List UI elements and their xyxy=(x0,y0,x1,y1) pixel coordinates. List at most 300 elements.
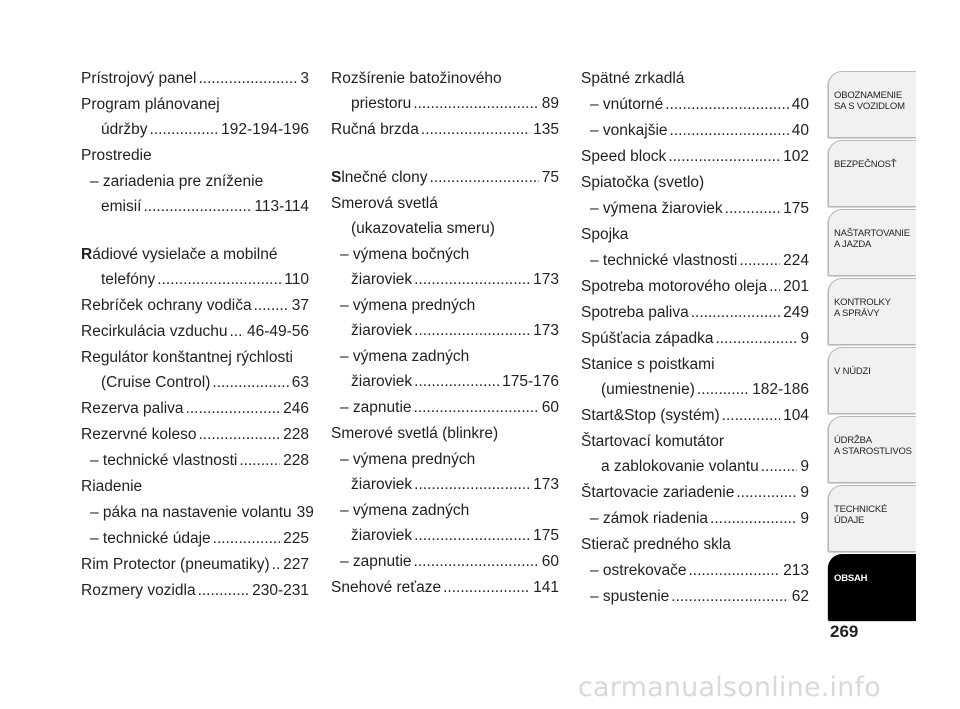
entry-row xyxy=(581,506,809,531)
index-entry xyxy=(81,448,309,473)
entry-label: Prístrojový panel xyxy=(81,70,197,87)
entry-label: Start&Stop (systém) xyxy=(581,407,720,424)
index-entry xyxy=(581,480,809,505)
entry-page-ref: 110 xyxy=(284,271,309,288)
dot-leader xyxy=(736,480,797,505)
entry-line xyxy=(331,421,559,446)
dot-leader xyxy=(697,377,749,402)
entry-line xyxy=(331,66,559,91)
entry-row xyxy=(81,578,309,603)
entry-text: Smerová svetlá xyxy=(331,195,438,212)
entry-label: – ostrekovače xyxy=(590,562,687,579)
entry-text: Prostredie xyxy=(81,147,152,164)
chapter-tab[interactable] xyxy=(828,278,916,345)
dot-leader xyxy=(761,454,798,479)
entry-text: – výmena zadných xyxy=(340,348,470,365)
entry-line xyxy=(331,447,559,472)
index-column-2 xyxy=(331,66,559,601)
entry-text xyxy=(81,319,227,344)
entry-line xyxy=(331,242,559,267)
entry-line xyxy=(81,169,309,194)
chapter-tab[interactable] xyxy=(828,347,916,414)
index-entry xyxy=(81,66,309,91)
chapter-tab[interactable] xyxy=(828,416,916,483)
entry-label: Ručná brzda xyxy=(331,121,419,138)
dot-leader xyxy=(272,552,280,577)
dot-leader xyxy=(212,370,288,395)
entry-text: Spätné zrkadlá xyxy=(581,70,685,87)
dot-leader xyxy=(725,196,780,221)
entry-text xyxy=(90,526,211,551)
entry-row xyxy=(81,396,309,421)
entry-page-ref: 225 xyxy=(283,530,309,547)
index-entry xyxy=(581,144,809,169)
entry-line xyxy=(81,474,309,499)
entry-row xyxy=(581,403,809,428)
index-entry xyxy=(331,498,559,548)
entry-page-ref: 9 xyxy=(800,510,809,527)
entry-page-ref: 40 xyxy=(791,122,809,139)
dot-leader xyxy=(239,448,280,473)
dot-leader xyxy=(769,274,780,299)
index-entry xyxy=(331,447,559,497)
entry-row xyxy=(81,66,309,91)
chapter-tab-label: BEZPEČNOSŤ xyxy=(834,159,897,170)
entry-page-ref: 175-176 xyxy=(502,373,559,390)
entry-page-ref: 213 xyxy=(783,562,809,579)
entry-row xyxy=(581,144,809,169)
entry-row xyxy=(331,472,559,497)
entry-label: – páka na nastavenie volantu xyxy=(90,504,292,521)
chapter-tab-label: OBOZNAMENIE xyxy=(834,90,903,101)
dot-leader xyxy=(254,293,289,318)
entry-label: – technické vlastnosti xyxy=(590,252,738,269)
entry-row xyxy=(81,319,309,344)
index-entry xyxy=(331,66,559,116)
chapter-tab-label: A JAZDA xyxy=(834,239,872,250)
entry-line xyxy=(581,532,809,557)
entry-line xyxy=(331,293,559,318)
entry-page-ref: 135 xyxy=(533,121,559,138)
chapter-tab-label: ÚDAJE xyxy=(834,515,865,526)
index-entry xyxy=(581,92,809,117)
entry-row xyxy=(81,267,309,292)
index-entry xyxy=(81,396,309,421)
index-entry xyxy=(81,552,309,577)
index-entry xyxy=(81,319,309,344)
entry-label: telefóny xyxy=(101,271,156,288)
entry-text xyxy=(590,118,668,143)
index-entry xyxy=(581,248,809,273)
entry-text: ádiové vysielače a mobilné xyxy=(92,246,278,263)
entry-label: Rebríček ochrany vodiča xyxy=(81,297,252,314)
entry-page-ref: 230-231 xyxy=(252,582,309,599)
index-entry xyxy=(581,300,809,325)
entry-page-ref: 104 xyxy=(783,407,809,424)
entry-row xyxy=(581,377,809,402)
entry-text xyxy=(331,575,441,600)
index-entry xyxy=(581,196,809,221)
entry-line xyxy=(581,352,809,377)
index-entry xyxy=(581,558,809,583)
chapter-tab-label: A STAROSTLIVOS xyxy=(834,446,912,457)
entry-page-ref: 246 xyxy=(283,400,309,417)
entry-label: – spustenie xyxy=(590,588,670,605)
entry-text xyxy=(81,396,184,421)
chapter-tab-label: V NÚDZI xyxy=(834,366,871,377)
entry-text xyxy=(581,300,689,325)
entry-text xyxy=(351,91,411,116)
entry-row xyxy=(81,422,309,447)
entry-text xyxy=(90,500,292,525)
entry-label: – výmena žiaroviek xyxy=(590,200,723,217)
index-entry xyxy=(581,429,809,479)
entry-label: žiaroviek xyxy=(351,527,413,544)
dot-leader xyxy=(689,558,781,583)
dot-leader xyxy=(691,300,780,325)
entry-line xyxy=(331,191,559,216)
entry-page-ref: 102 xyxy=(783,148,809,165)
entry-label: Snehové reťaze xyxy=(331,579,442,596)
dot-leader xyxy=(198,66,297,91)
entry-page-ref: 62 xyxy=(791,588,809,605)
entry-label: údržby xyxy=(101,121,148,138)
entry-row xyxy=(331,267,559,292)
entry-text: – výmena predných xyxy=(340,451,476,468)
entry-text: Smerové svetlá (blinkre) xyxy=(331,425,499,442)
entry-page-ref: 175 xyxy=(533,527,559,544)
index-entry xyxy=(581,506,809,531)
entry-text xyxy=(351,523,412,548)
entry-page-ref: 89 xyxy=(541,95,559,112)
entry-text: Regulátor konštantnej rýchlosti xyxy=(81,349,293,366)
entry-label: Štartovacie zariadenie xyxy=(581,484,735,501)
entry-text xyxy=(590,584,669,609)
index-entry xyxy=(581,532,809,557)
entry-text: – výmena predných xyxy=(340,297,476,314)
index-entry xyxy=(81,92,309,142)
entry-label: – technické údaje xyxy=(90,530,211,547)
entry-label: Spotreba paliva xyxy=(581,304,689,321)
section-gap xyxy=(331,143,559,165)
entry-text xyxy=(81,578,196,603)
chapter-tab-label: KONTROLKY xyxy=(834,297,891,308)
entry-row xyxy=(581,274,809,299)
entry-label: Spúšťacia západka xyxy=(581,330,714,347)
dot-leader xyxy=(414,395,539,420)
entry-text: Spiatočka (svetlo) xyxy=(581,174,705,191)
index-entry xyxy=(331,242,559,292)
entry-text: (ukazovatelia smeru) xyxy=(351,220,495,237)
entry-line xyxy=(331,498,559,523)
index-entry xyxy=(331,293,559,343)
entry-page-ref: 9 xyxy=(800,484,809,501)
dot-leader xyxy=(722,403,780,428)
entry-row xyxy=(81,370,309,395)
index-entry xyxy=(81,293,309,318)
entry-label: – zapnutie xyxy=(340,553,412,570)
entry-row xyxy=(581,92,809,117)
index-column-3 xyxy=(581,66,809,610)
entry-row xyxy=(331,91,559,116)
dot-leader xyxy=(414,472,530,497)
entry-text: Stierač predného skla xyxy=(581,536,731,553)
entry-text: Program plánovanej xyxy=(81,96,220,113)
index-entry xyxy=(581,170,809,195)
entry-label: – vnútorné xyxy=(590,96,664,113)
entry-line xyxy=(581,170,809,195)
entry-row xyxy=(331,117,559,142)
dot-leader xyxy=(671,584,788,609)
entry-text xyxy=(351,267,412,292)
index-entry xyxy=(581,118,809,143)
entry-line xyxy=(581,222,809,247)
entry-row xyxy=(81,194,309,219)
dot-leader xyxy=(739,248,780,273)
entry-text: Spojka xyxy=(581,226,629,243)
dot-leader xyxy=(443,575,530,600)
entry-text xyxy=(601,454,759,479)
dot-leader xyxy=(710,506,797,531)
entry-page-ref: 75 xyxy=(541,169,559,186)
entry-page-ref: 9 xyxy=(800,458,809,475)
entry-text: Riadenie xyxy=(81,478,143,495)
entry-label: žiaroviek xyxy=(351,373,413,390)
entry-page-ref: 60 xyxy=(541,399,559,416)
entry-text xyxy=(590,196,723,221)
entry-line xyxy=(331,344,559,369)
entry-line xyxy=(81,345,309,370)
index-entry xyxy=(331,165,559,190)
entry-page-ref: 201 xyxy=(783,278,809,295)
dot-leader xyxy=(421,117,530,142)
entry-text xyxy=(590,92,663,117)
entry-row xyxy=(581,584,809,609)
entry-label: lnečné clony xyxy=(341,169,428,186)
entry-label: – vonkajšie xyxy=(590,122,668,139)
index-entry xyxy=(81,169,309,219)
chapter-tab-label: OBSAH xyxy=(834,573,868,584)
entry-page-ref: 228 xyxy=(283,426,309,443)
entry-page-ref: 173 xyxy=(533,322,559,339)
entry-row xyxy=(81,500,314,525)
index-entry xyxy=(581,584,809,609)
dot-leader xyxy=(413,91,538,116)
entry-line xyxy=(581,429,809,454)
index-entry xyxy=(331,421,559,446)
entry-row xyxy=(581,454,809,479)
entry-row xyxy=(81,448,309,473)
entry-text xyxy=(351,318,412,343)
entry-line xyxy=(81,242,309,267)
chapter-tab[interactable] xyxy=(828,71,916,138)
index-entry xyxy=(331,549,559,574)
entry-initial: S xyxy=(331,169,342,186)
entry-text xyxy=(351,369,412,394)
entry-row xyxy=(581,118,809,143)
entry-row xyxy=(331,369,559,394)
entry-row xyxy=(81,117,309,142)
entry-label: emisií xyxy=(101,198,142,215)
index-entry xyxy=(581,326,809,351)
entry-text xyxy=(581,480,734,505)
entry-text xyxy=(581,144,666,169)
entry-text: Rozšírenie batožinového xyxy=(331,70,502,87)
entry-text xyxy=(581,403,720,428)
dot-leader xyxy=(715,326,797,351)
chapter-tab-label: ÚDRŽBA xyxy=(834,435,872,446)
entry-text xyxy=(331,117,419,142)
entry-text: – výmena zadných xyxy=(340,502,470,519)
entry-text xyxy=(590,248,737,273)
dot-leader xyxy=(414,267,530,292)
entry-text xyxy=(101,267,155,292)
entry-label: a zablokovanie volantu xyxy=(601,458,759,475)
dot-leader xyxy=(186,396,281,421)
dot-leader xyxy=(150,117,219,142)
entry-page-ref: 249 xyxy=(783,304,809,321)
index-entry xyxy=(581,274,809,299)
entry-line xyxy=(581,66,809,91)
entry-row xyxy=(331,523,559,548)
entry-text xyxy=(601,377,695,402)
dot-leader xyxy=(430,165,539,190)
dot-leader xyxy=(414,523,530,548)
watermark-text: carmanualsonline.info xyxy=(578,672,881,703)
entry-label: Rezerva paliva xyxy=(81,400,184,417)
entry-text xyxy=(331,165,428,190)
index-entry xyxy=(581,222,809,247)
entry-row xyxy=(81,293,309,318)
chapter-tab[interactable] xyxy=(828,209,916,276)
entry-label: žiaroviek xyxy=(351,322,413,339)
entry-page-ref: 173 xyxy=(533,476,559,493)
chapter-tab-label: NAŠTARTOVANIE xyxy=(834,228,910,239)
entry-text xyxy=(81,552,270,577)
entry-row xyxy=(331,165,559,190)
entry-text: Stanice s poistkami xyxy=(581,356,715,373)
chapter-tab[interactable] xyxy=(828,485,916,552)
entry-text xyxy=(581,326,713,351)
entry-page-ref: 228 xyxy=(283,452,309,469)
index-entry xyxy=(581,352,809,402)
entry-label: – technické vlastnosti xyxy=(90,452,238,469)
entry-page-ref: 46-49-56 xyxy=(246,323,309,340)
entry-text xyxy=(90,448,237,473)
entry-page-ref: 141 xyxy=(533,579,559,596)
entry-line xyxy=(81,92,309,117)
index-entry xyxy=(331,191,559,241)
entry-text xyxy=(581,274,767,299)
index-entry xyxy=(81,578,309,603)
entry-page-ref: 227 xyxy=(283,556,309,573)
dot-leader xyxy=(670,118,789,143)
index-entry xyxy=(81,526,309,551)
entry-row xyxy=(81,526,309,551)
dot-leader xyxy=(665,92,789,117)
entry-label: Rim Protector (pneumatiky) xyxy=(81,556,270,573)
chapter-tab[interactable] xyxy=(828,554,916,621)
dot-leader xyxy=(198,578,250,603)
entry-label: (umiestnenie) xyxy=(601,381,695,398)
entry-label: (Cruise Control) xyxy=(101,374,211,391)
dot-leader xyxy=(414,318,530,343)
entry-text: – výmena bočných xyxy=(340,246,470,263)
entry-text xyxy=(340,395,412,420)
index-entry xyxy=(331,117,559,142)
entry-row xyxy=(581,248,809,273)
entry-label: Spotreba motorového oleja xyxy=(581,278,768,295)
chapter-tab-label: TECHNICKÉ xyxy=(834,504,888,515)
dot-leader xyxy=(157,267,281,292)
entry-row xyxy=(331,549,559,574)
entry-row xyxy=(581,326,809,351)
dot-leader xyxy=(229,319,243,344)
entry-page-ref: 173 xyxy=(533,271,559,288)
index-entry xyxy=(81,422,309,447)
entry-page-ref: 192-194-196 xyxy=(221,121,309,138)
entry-page-ref: 3 xyxy=(300,70,309,87)
entry-text xyxy=(590,506,708,531)
entry-text xyxy=(590,558,687,583)
chapter-tab-label: A SPRÁVY xyxy=(834,308,880,319)
index-entry xyxy=(81,242,309,292)
entry-line xyxy=(331,216,559,241)
entry-page-ref: 224 xyxy=(783,252,809,269)
entry-page-ref: 182-186 xyxy=(752,381,809,398)
index-entry xyxy=(331,344,559,394)
index-entry xyxy=(81,143,309,168)
entry-row xyxy=(331,395,559,420)
dot-leader xyxy=(213,526,280,551)
entry-text xyxy=(101,194,141,219)
entry-line xyxy=(81,143,309,168)
entry-text xyxy=(101,370,210,395)
chapter-tab[interactable] xyxy=(828,140,916,207)
page-number: 269 xyxy=(830,622,859,641)
entry-page-ref: 60 xyxy=(541,553,559,570)
entry-label: žiaroviek xyxy=(351,271,413,288)
index-entry xyxy=(331,395,559,420)
entry-text: – zariadenia pre zníženie xyxy=(90,173,264,190)
entry-label: – zámok riadenia xyxy=(590,510,709,527)
entry-label: – zapnutie xyxy=(340,399,412,416)
index-column-1 xyxy=(81,66,314,604)
entry-page-ref: 113-114 xyxy=(254,198,309,215)
entry-row xyxy=(581,196,809,221)
entry-label: Rezervné koleso xyxy=(81,426,197,443)
entry-page-ref: 39 xyxy=(296,504,314,521)
entry-row xyxy=(81,552,309,577)
dot-leader xyxy=(143,194,251,219)
entry-label: Recirkulácia vzduchu xyxy=(81,323,228,340)
dot-leader xyxy=(668,144,780,169)
entry-row xyxy=(331,318,559,343)
entry-label: Speed block xyxy=(581,148,667,165)
entry-page-ref: 175 xyxy=(783,200,809,217)
entry-page-ref: 40 xyxy=(791,96,809,113)
entry-initial: R xyxy=(81,246,93,263)
entry-row xyxy=(581,300,809,325)
entry-text xyxy=(101,117,148,142)
entry-text xyxy=(81,293,252,318)
entry-page-ref: 9 xyxy=(800,330,809,347)
entry-text xyxy=(340,549,412,574)
entry-row xyxy=(331,575,559,600)
entry-label: Rozmery vozidla xyxy=(81,582,196,599)
entry-text xyxy=(81,66,196,91)
entry-row xyxy=(581,558,809,583)
